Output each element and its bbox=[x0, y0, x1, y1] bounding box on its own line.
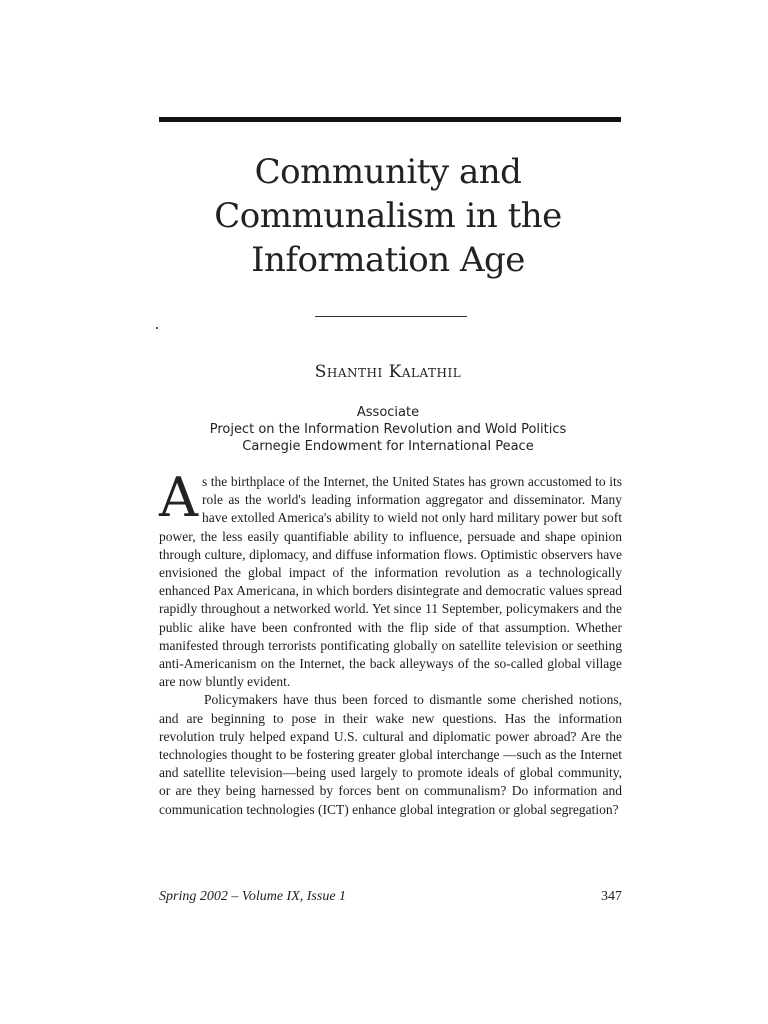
affiliation-role: Associate bbox=[356, 405, 420, 420]
author-name: Shanthi Kalathil bbox=[314, 362, 462, 382]
title-line-1: Community and bbox=[254, 152, 522, 192]
issue-footer: Spring 2002 – Volume IX, Issue 1 bbox=[159, 889, 347, 904]
affiliation-project: Project on the Information Revolution and Wold Politics bbox=[209, 422, 567, 437]
article-body bbox=[159, 466, 622, 819]
paragraph-1 bbox=[159, 466, 622, 691]
print-speck bbox=[156, 327, 158, 329]
title-line-2: Communalism in the bbox=[214, 196, 562, 236]
drop-cap: A bbox=[159, 466, 198, 529]
top-rule bbox=[159, 117, 621, 122]
title-divider bbox=[315, 316, 467, 317]
paragraph-1-text: s the birthplace of the Internet, the United States has grown accustomed to its role as the world's leading information aggregator and disseminator. Many have extolled America's ability to wield not only hard military power but soft power, the less easily quantifiable ability to influence, persuade and shape opinion through culture, diplomacy, and diffuse information flows. Optimistic observers have envisioned the global impact of the information revolution as a technologically enhanced Pax Americana, in which borders disintegrate and democratic values spread rapidly throughout a networked world. Yet since 11 September, policymakers and the public alike have been confronted with the flip side of that assumption. Whether manifested through terrorists pontificating globally on satellite television or seething anti-Americanism on the Internet, the back alleyways of the so-called global village are now bluntly evident. bbox=[159, 474, 622, 690]
affiliation-institution: Carnegie Endowment for International Peace bbox=[242, 439, 534, 454]
page-number: 347 bbox=[601, 889, 622, 904]
author-affiliation bbox=[130, 404, 646, 455]
title-line-3: Information Age bbox=[251, 240, 525, 280]
paragraph-2: Policymakers have thus been forced to dismantle some cherished notions, and are beginning to pose in their wake new questions. Has the information revolution truly helped expand U.S. cultural and diplomatic power abroad? Are the technologies thought to be fostering greater global interchange —such as the Internet and satellite television—being used largely to promote ideals of global community, or are they being harnessed by forces bent on communalism? Do information and communication technologies (ICT) enhance global integration or global segregation? bbox=[159, 692, 622, 817]
article-title bbox=[130, 150, 646, 282]
